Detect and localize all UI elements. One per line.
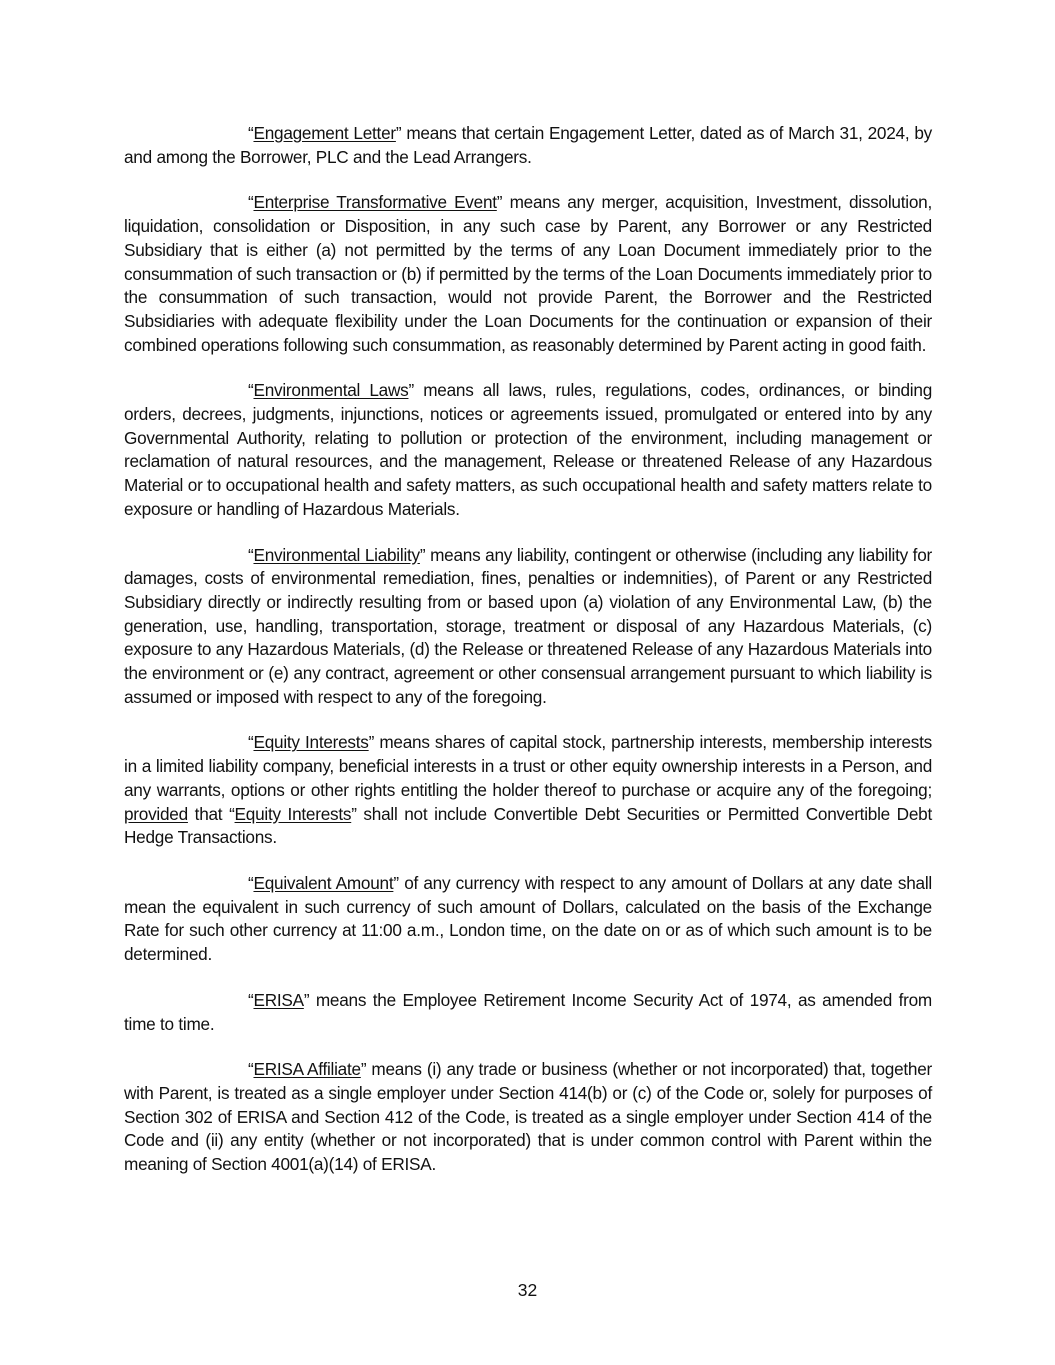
open-quote: “ — [248, 192, 254, 213]
defined-term: ERISA — [253, 989, 304, 1010]
defined-term: Equivalent Amount — [253, 872, 394, 893]
defined-term: Equity Interests — [253, 732, 369, 753]
definition-text: means (i) any trade or business (whether or not incorporated) that, together with Parent, is treated as a single employer under Section 414(b) or (c) of the Code or, solely for purposes of Section 302 of ERISA and Section 412 of the Code, is treated as a single employer under Section 414 of the Code and (ii) any entity (whether or not incorporated) that is under common control with Parent within the meaning of Section 4001(a)(14) of ERISA. — [124, 1059, 932, 1175]
close-quote: ” — [393, 872, 399, 893]
definition-environmental-laws — [124, 379, 932, 521]
definition-environmental-liability — [124, 544, 932, 710]
definition-text: means shares of capital stock, partnership interests, membership interests in a limited liability company, beneficial interests in a trust or other equity ownership interests in a Person, and any warrants, options or other rights entitling the holder thereof to purchase or acquire any of the foregoing; — [124, 732, 932, 800]
close-quote: ” — [368, 732, 375, 753]
defined-term: Enterprise Transformative Event — [253, 192, 497, 213]
document-page — [124, 122, 932, 1199]
close-quote: ” — [496, 192, 503, 213]
definition-equivalent-amount — [124, 872, 932, 967]
page-number: 32 — [517, 1280, 538, 1300]
definition-text: of any currency with respect to any amount of Dollars at any date shall mean the equivalent in such currency of such amount of Dollars, calculated on the basis of the Exchange Rate for such other currency at 11:00 a.m., London time, on the date on or as of which such amount is to be determined. — [124, 872, 932, 965]
definition-text: means any liability, contingent or otherwise (including any liability for damages, costs of environmental remediation, fines, penalties or indemnities), of Parent or any Restricted Subsidiary directly or indirectly resulting from or based upon (a) violation of any Environmental Law, (b) the generation, use, handling, transportation, storage, treatment or disposal of any Hazardous Materials, (c) exposure to any Hazardous Materials, (d) the Release or threatened Release of any Hazardous Materials into the environment or (e) any contract, agreement or other consensual arrangement pursuant to which liability is assumed or imposed with respect to any of the foregoing. — [124, 544, 932, 707]
open-quote: “ — [248, 380, 254, 401]
open-quote: “ — [248, 872, 254, 893]
definition-erisa-affiliate — [124, 1058, 932, 1177]
close-quote: ” — [303, 989, 310, 1010]
open-quote: “ — [248, 544, 254, 565]
definition-text: means any merger, acquisition, Investment, dissolution, liquidation, consolidation or Disposition, in any such case by Parent, any Borrower or any Restricted Subsidiary that is either (a) not permitted by the terms of any Loan Document immediately prior to the consummation of such transaction or (b) if permitted by the terms of the Loan Documents immediately prior to the consummation of such transaction, would not provide Parent, the Borrower and the Restricted Subsidiaries with adequate flexibility under the Loan Documents for the continuation or expansion of their combined operations following such consummation, as reasonably determined by Parent acting in good faith. — [124, 192, 932, 355]
defined-term: Engagement Letter — [253, 123, 396, 143]
definition-text: means that certain Engagement Letter, dated as of March 31, 2024, by and among the Borrower, PLC and the Lead Arrangers. — [124, 123, 932, 167]
close-quote: ” — [395, 123, 402, 143]
close-quote: ” — [360, 1059, 367, 1080]
open-quote: “ — [248, 989, 254, 1010]
definition-equity-interests — [124, 731, 932, 850]
definition-text: means all laws, rules, regulations, codes, ordinances, or binding orders, decrees, judgments, injunctions, notices or agreements issued, promulgated or entered into by any Governmental Authority, relating to pollution or protection of the environment, including management or reclamation of natural resources, and the management, Release or threatened Release of any Hazardous Material or to occupational health and safety matters, as such occupational health and safety matters relate to exposure or handling of Hazardous Materials. — [124, 380, 932, 519]
proviso-term: provided — [124, 803, 188, 824]
definition-engagement-letter — [124, 122, 932, 169]
open-quote: “ — [248, 732, 254, 753]
defined-term: Environmental Laws — [253, 380, 409, 401]
definition-text: means the Employee Retirement Income Security Act of 1974, as amended from time to time. — [124, 989, 932, 1034]
open-quote: “ — [248, 1059, 254, 1080]
open-quote: “ — [248, 123, 254, 143]
close-quote: ” — [408, 380, 414, 401]
defined-term: Environmental Liability — [253, 544, 420, 565]
definition-text: that “ — [187, 803, 235, 824]
definition-erisa — [124, 989, 932, 1036]
defined-term: ERISA Affiliate — [253, 1059, 361, 1080]
close-quote: ” — [419, 544, 426, 565]
definition-enterprise-transformative-event — [124, 191, 932, 357]
definition-text: ” shall not include Convertible Debt Securities or Permitted Convertible Debt Hedge Transactions. — [124, 803, 932, 848]
cross-reference-term: Equity Interests — [234, 803, 352, 824]
